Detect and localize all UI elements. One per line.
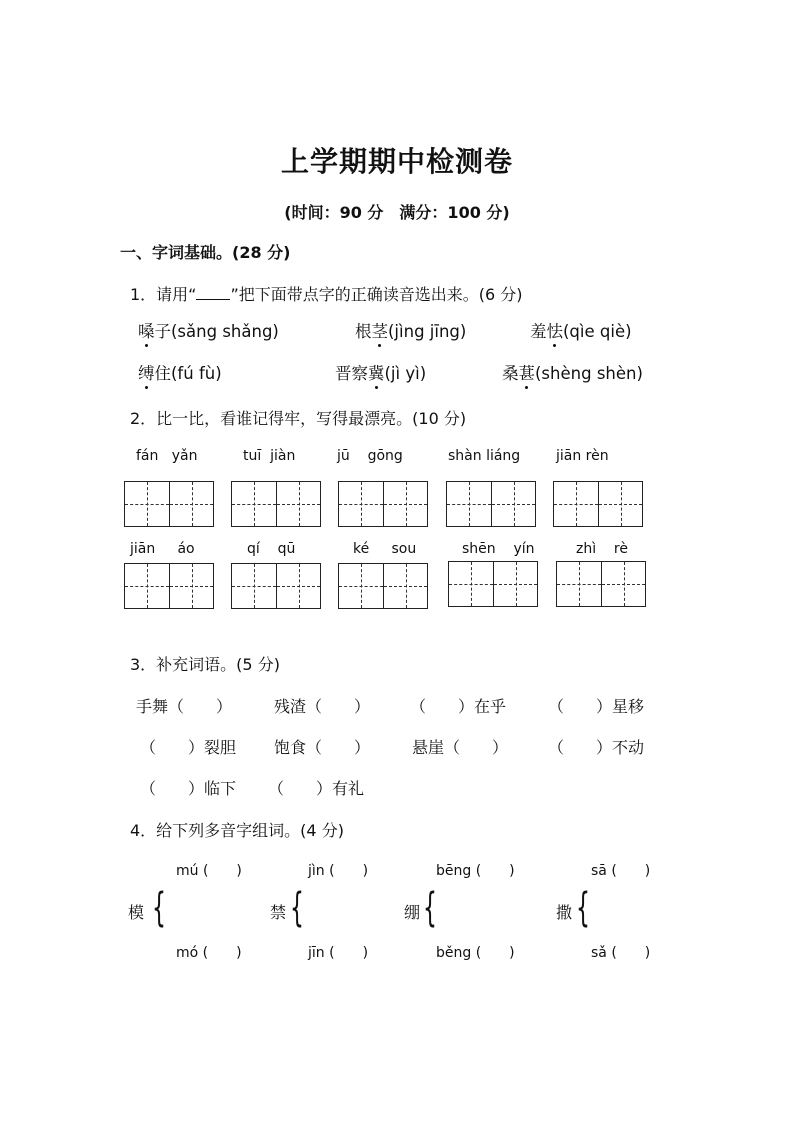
pinyin-label: shēn yín (462, 541, 535, 557)
polyphone-char: 模 (128, 903, 145, 922)
word-pre: 桑 (502, 364, 519, 383)
grid-cell[interactable] (601, 562, 645, 606)
grid-cell[interactable] (447, 482, 491, 526)
grid-cell[interactable] (169, 482, 213, 526)
pinyin-label: jiān rèn (556, 448, 609, 464)
question-3-prompt: 3．补充词语。(5 分) (130, 655, 280, 674)
writing-grid[interactable] (231, 481, 321, 527)
word-rest: 子 (154, 322, 171, 341)
reading-blank-bottom[interactable]: sǎ ( ) (591, 945, 651, 961)
pinyin-item (138, 360, 222, 384)
reading-blank-top[interactable]: mú ( ) (176, 863, 242, 879)
grid-cell[interactable] (339, 564, 383, 608)
grid-cell[interactable] (339, 482, 383, 526)
pinyin-label: qí qū (247, 541, 296, 557)
idiom-fill[interactable]: （ ）有礼 (268, 779, 365, 798)
word-rest: 住 (154, 364, 171, 383)
exam-info: (时间：90 分 满分：100 分) (284, 203, 510, 222)
idiom-fill[interactable]: 残渣（ ） (274, 697, 371, 716)
grid-cell[interactable] (125, 564, 169, 608)
grid-cell[interactable] (169, 564, 213, 608)
pinyin-options[interactable]: (jìng jīng) (388, 322, 467, 341)
pinyin-options[interactable]: (fú fù) (171, 364, 222, 383)
pinyin-options[interactable]: (sǎng shǎng) (171, 322, 279, 341)
word-pre: 羞 (530, 322, 547, 341)
brace-icon: { (152, 885, 166, 931)
pinyin-label: jū gōng (337, 448, 403, 464)
pinyin-item (335, 360, 426, 384)
dotted-char: 茎 (372, 318, 389, 342)
question-2-prompt: 2．比一比，看谁记得牢，写得最漂亮。(10 分) (130, 409, 467, 428)
dotted-char: 冀 (368, 360, 385, 384)
question-1-prompt (130, 282, 523, 305)
writing-grid[interactable] (448, 561, 538, 607)
page-title: 上学期期中检测卷 (280, 145, 513, 178)
pinyin-label: zhì rè (576, 541, 628, 557)
grid-cell[interactable] (554, 482, 598, 526)
grid-cell[interactable] (276, 564, 320, 608)
grid-cell[interactable] (383, 564, 427, 608)
prompt-part: ”把下面带点字的正确读音选出来。(6 分) (230, 285, 523, 304)
pinyin-options[interactable]: (qìe qiè) (563, 322, 632, 341)
pinyin-item (138, 318, 279, 342)
prompt-part: 1．请用“ (130, 285, 197, 304)
dotted-char: 怯 (547, 318, 564, 342)
dotted-char: 葚 (519, 360, 536, 384)
polyphone-char: 禁 (270, 903, 287, 922)
idiom-fill[interactable]: 饱食（ ） (274, 738, 371, 757)
pinyin-options[interactable]: (jì yì) (384, 364, 427, 383)
grid-cell[interactable] (232, 482, 276, 526)
grid-cell[interactable] (449, 562, 493, 606)
grid-cell[interactable] (491, 482, 535, 526)
word-pre: 晋察 (335, 364, 368, 383)
polyphone-char: 绷 (404, 903, 421, 922)
reading-blank-bottom[interactable]: jīn ( ) (308, 945, 369, 961)
writing-grid[interactable] (338, 563, 428, 609)
pinyin-label: tuī jiàn (243, 448, 296, 464)
writing-grid[interactable] (124, 563, 214, 609)
pinyin-item (502, 360, 643, 384)
grid-cell[interactable] (276, 482, 320, 526)
grid-cell[interactable] (493, 562, 537, 606)
pinyin-item (355, 318, 466, 342)
dotted-char: 缚 (138, 360, 155, 384)
idiom-fill[interactable]: （ ）在乎 (410, 697, 507, 716)
reading-blank-top[interactable]: jìn ( ) (308, 863, 369, 879)
writing-grid[interactable] (553, 481, 643, 527)
polyphone-char: 撒 (556, 903, 573, 922)
pinyin-item (530, 318, 632, 342)
reading-blank-top[interactable]: sā ( ) (591, 863, 651, 879)
idiom-fill[interactable]: （ ）星移 (548, 697, 645, 716)
idiom-fill[interactable]: （ ）临下 (140, 779, 237, 798)
idiom-fill[interactable]: 手舞（ ） (136, 697, 233, 716)
reading-blank-bottom[interactable]: mó ( ) (176, 945, 242, 961)
writing-grid[interactable] (124, 481, 214, 527)
brace-icon: { (290, 885, 304, 931)
answer-blank-sample (196, 285, 230, 300)
pinyin-options[interactable]: (shèng shèn) (535, 364, 643, 383)
pinyin-label: ké sou (353, 541, 417, 557)
grid-cell[interactable] (598, 482, 642, 526)
brace-icon: { (576, 885, 590, 931)
brace-icon: { (423, 885, 437, 931)
pinyin-label: fán yǎn (136, 448, 198, 464)
reading-blank-top[interactable]: bēng ( ) (436, 863, 515, 879)
pinyin-label: jiān áo (130, 541, 195, 557)
reading-blank-bottom[interactable]: běng ( ) (436, 945, 515, 961)
question-4-prompt: 4．给下列多音字组词。(4 分) (130, 821, 344, 840)
word-pre: 根 (355, 322, 372, 341)
dotted-char: 嗓 (138, 318, 155, 342)
writing-grid[interactable] (446, 481, 536, 527)
grid-cell[interactable] (232, 564, 276, 608)
pinyin-label: shàn liáng (448, 448, 521, 464)
idiom-fill[interactable]: （ ）裂胆 (140, 738, 237, 757)
writing-grid[interactable] (338, 481, 428, 527)
grid-cell[interactable] (383, 482, 427, 526)
grid-cell[interactable] (557, 562, 601, 606)
writing-grid[interactable] (556, 561, 646, 607)
grid-cell[interactable] (125, 482, 169, 526)
section-heading: 一、字词基础。(28 分) (120, 243, 291, 262)
writing-grid[interactable] (231, 563, 321, 609)
idiom-fill[interactable]: （ ）不动 (548, 738, 645, 757)
idiom-fill[interactable]: 悬崖（ ） (412, 738, 509, 757)
